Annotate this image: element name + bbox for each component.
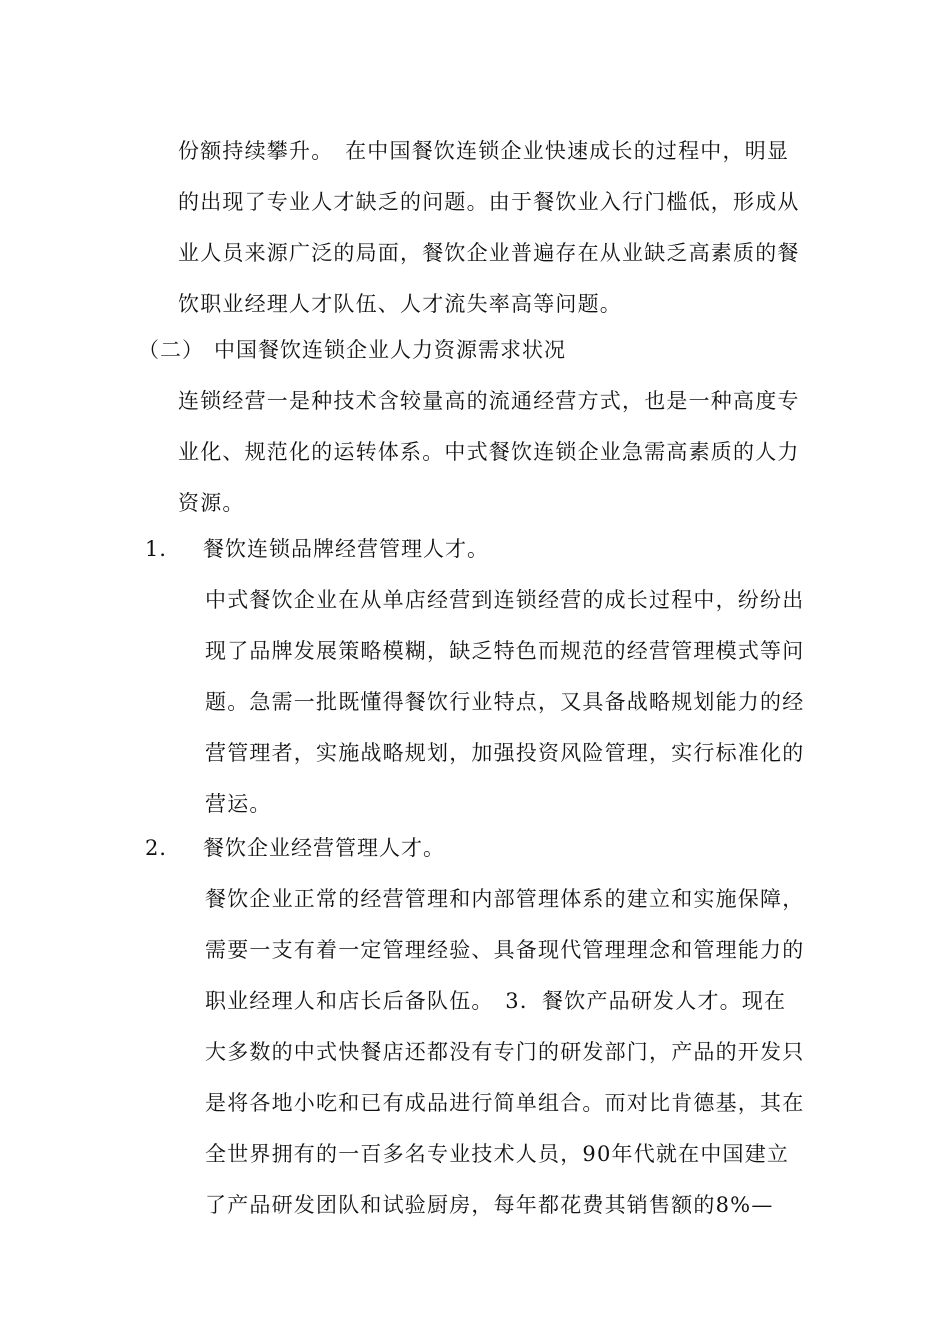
paragraph-line: 营运。	[205, 792, 272, 816]
paragraph-line: 需要一支有着一定管理经验、具备现代管理理念和管理能力的	[205, 938, 805, 962]
paragraph-line: 全世界拥有的一百多名专业技术人员，90年代就在中国建立	[205, 1142, 790, 1166]
paragraph-4	[205, 874, 805, 1231]
paragraph-line: 饮职业经理人才队伍、人才流失率高等问题。	[178, 292, 622, 316]
section-number: （二）	[138, 338, 204, 362]
paragraph-1	[178, 126, 806, 330]
paragraph-line: 业化、规范化的运转体系。中式餐饮连锁企业急需高素质的人力	[178, 440, 800, 464]
paragraph-line: 营管理者，实施战略规划，加强投资风险管理，实行标准化的	[205, 741, 805, 765]
paragraph-line: 题。急需一批既懂得餐饮行业特点，又具备战略规划能力的经	[205, 690, 805, 714]
paragraph-line: 中式餐饮企业在从单店经营到连锁经营的成长过程中，纷纷出	[205, 588, 805, 612]
item-number: 1．	[145, 537, 182, 561]
paragraph-line: 的出现了专业人才缺乏的问题。由于餐饮业入行门槛低，形成从	[178, 190, 800, 214]
item-title: 餐饮连锁品牌经营管理人才。	[203, 537, 489, 561]
item-number: 2．	[145, 836, 182, 860]
paragraph-line: 业人员来源广泛的局面，餐饮企业普遍存在从业缺乏高素质的餐	[178, 241, 800, 265]
paragraph-3	[205, 575, 805, 830]
section-title: 中国餐饮连锁企业人力资源需求状况	[214, 338, 566, 362]
paragraph-line: 份额持续攀升。 在中国餐饮连锁企业快速成长的过程中，明显	[178, 139, 790, 163]
paragraph-line: 餐饮企业正常的经营管理和内部管理体系的建立和实施保障，	[205, 887, 805, 911]
paragraph-line: 现了品牌发展策略模糊，缺乏特色而规范的经营管理模式等问	[205, 639, 805, 663]
item-heading-1	[145, 524, 489, 575]
item-heading-2	[145, 823, 445, 874]
paragraph-line: 职业经理人和店长后备队伍。 3．餐饮产品研发人才。现在	[205, 989, 787, 1013]
paragraph-line: 是将各地小吃和已有成品进行简单组合。而对比肯德基，其在	[205, 1091, 805, 1115]
paragraph-line: 资源。	[178, 491, 245, 515]
paragraph-line: 连锁经营一是种技术含较量高的流通经营方式，也是一种高度专	[178, 389, 800, 413]
item-title: 餐饮企业经营管理人才。	[203, 836, 445, 860]
paragraph-2	[178, 376, 806, 529]
paragraph-line: 大多数的中式快餐店还都没有专门的研发部门，产品的开发只	[205, 1040, 805, 1064]
paragraph-line: 了产品研发团队和试验厨房，每年都花费其销售额的8%—	[205, 1193, 774, 1217]
section-heading-2	[138, 325, 566, 376]
